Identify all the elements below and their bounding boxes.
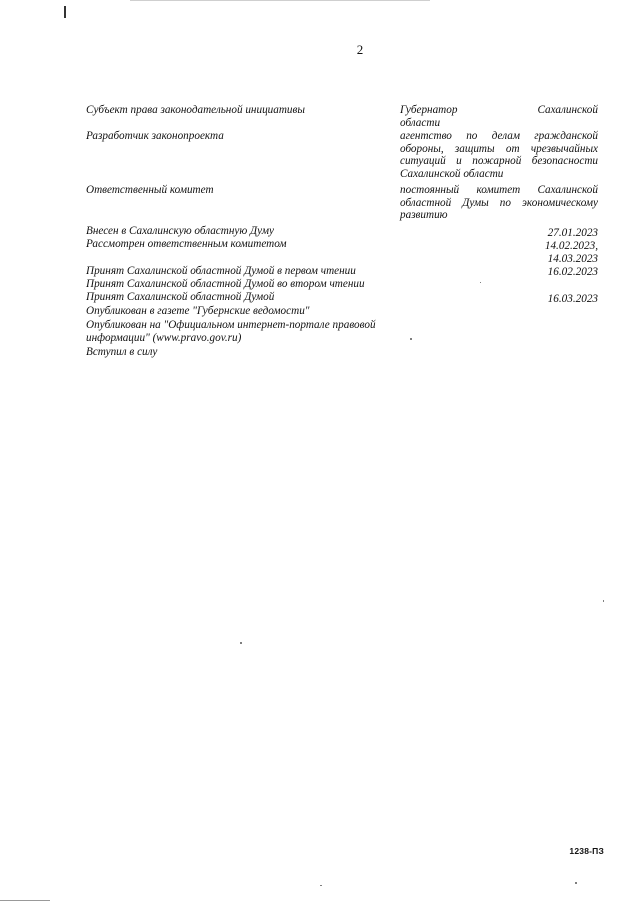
adopted-date: 16.03.2023 (547, 293, 598, 305)
published-portal-label-1: Опубликован на "Официальном интернет-портале правовой (86, 319, 376, 331)
submitted-date: 27.01.2023 (547, 227, 598, 239)
scan-speck (410, 338, 412, 340)
subject-label: Субъект права законодательной инициативы (86, 104, 305, 116)
reviewed-date-1: 14.02.2023, (544, 240, 598, 252)
subject-value-line2: области (400, 116, 441, 129)
scan-speck (240, 642, 242, 644)
submitted-label: Внесен в Сахалинскую областную Думу (86, 225, 274, 237)
scan-speck (480, 282, 481, 283)
scan-speck (575, 882, 577, 884)
published-portal-label-2: информации" (www.pravo.gov.ru) (86, 332, 242, 344)
document-code: 1238-ПЗ (569, 846, 604, 856)
committee-value: постоянный комитет Сахалинской областной Думы по экономическому развитию (400, 184, 598, 222)
committee-label: Ответственный комитет (86, 184, 214, 196)
reviewed-label: Рассмотрен ответственным комитетом (86, 238, 287, 250)
scan-mark (64, 6, 66, 18)
page-number: 2 (356, 42, 364, 57)
subject-value (400, 104, 598, 129)
subject-value-right: Сахалинской (537, 104, 598, 116)
subject-value-left: Губернатор (400, 104, 458, 116)
in-force-label: Вступил в силу (86, 346, 158, 358)
scan-edge-line (0, 900, 50, 901)
second-reading-label: Принят Сахалинской областной Думой во втором чтении (86, 278, 365, 290)
scan-speck (603, 600, 604, 602)
first-reading-date: 16.02.2023 (547, 266, 598, 278)
reviewed-date-2: 14.03.2023 (547, 253, 598, 265)
developer-value: агентство по делам гражданской обороны, защиты от чрезвычайных ситуаций и пожарной безопасности Сахалинской области (400, 130, 598, 180)
scan-speck (320, 885, 322, 886)
developer-label: Разработчик законопроекта (86, 130, 224, 142)
scan-edge-line (130, 0, 430, 1)
published-newspaper-label: Опубликован в газете "Губернские ведомости" (86, 305, 310, 317)
first-reading-label: Принят Сахалинской областной Думой в первом чтении (86, 265, 356, 277)
adopted-label: Принят Сахалинской областной Думой (86, 291, 275, 303)
